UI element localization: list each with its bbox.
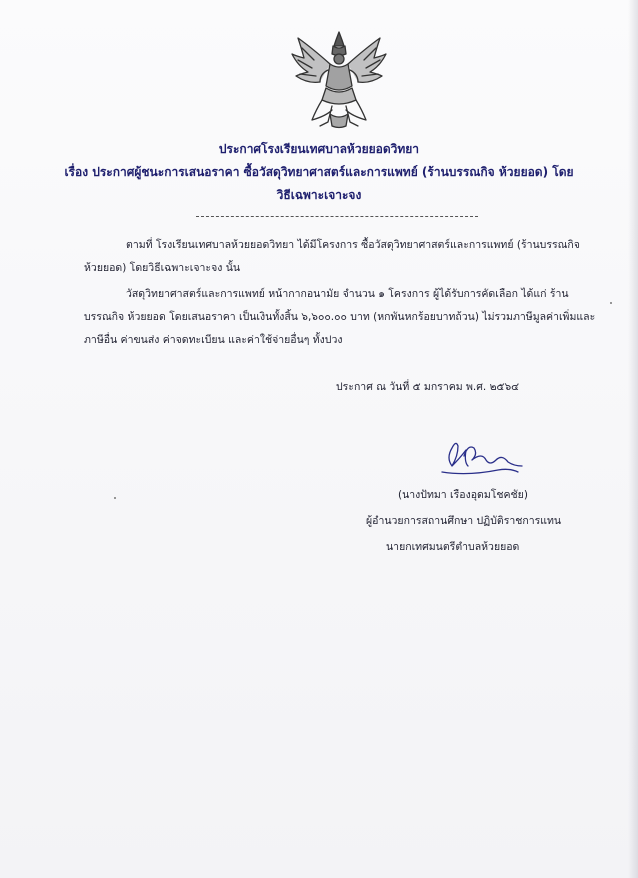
scan-speck: [610, 302, 612, 304]
garuda-emblem-icon: [290, 30, 388, 130]
paragraph2-line1: วัสดุวิทยาศาสตร์และการแพทย์ หน้ากากอนามัย จำนวน ๑ โครงการ ผู้ได้รับการคัดเลือก ได้แก่ ร้าน: [126, 288, 569, 300]
handwritten-signature: [438, 436, 524, 480]
scan-speck: [114, 497, 116, 499]
paragraph1-line1: ตามที่ โรงเรียนเทศบาลห้วยยอดวิทยา ได้มีโครงการ ซื้อวัสดุวิทยาศาสตร์และการแพทย์ (ร้านบรรณกิจ: [126, 239, 580, 251]
document-title: ประกาศโรงเรียนเทศบาลห้วยยอดวิทยา: [218, 142, 420, 156]
document-subject-continued: วิธีเฉพาะเจาะจง: [276, 188, 362, 202]
signer-name: (นางปัทมา เรืองอุดมโชคชัย): [398, 489, 528, 501]
announcement-date: ประกาศ ณ วันที่ ๕ มกราคม พ.ศ. ๒๕๖๔: [336, 381, 520, 393]
paragraph1-line2: ห้วยยอด) โดยวิธีเฉพาะเจาะจง นั้น: [84, 262, 241, 274]
signer-position-line2: นายกเทศมนตรีตำบลห้วยยอด: [386, 541, 520, 553]
paragraph2-line3: ภาษีอื่น ค่าขนส่ง ค่าจดทะเบียน และค่าใช้จ่ายอื่นๆ ทั้งปวง: [84, 334, 343, 346]
paragraph2-line2: บรรณกิจ ห้วยยอด โดยเสนอราคา เป็นเงินทั้งสิ้น ๖,๖๐๐.๐๐ บาท (หกพันหกร้อยบาทถ้วน) ไม่รวมภาษีมูลค่าเพิ่มและ: [84, 311, 596, 323]
page-edge-shadow: [628, 0, 638, 878]
signer-position-line1: ผู้อำนวยการสถานศึกษา ปฏิบัติราชการแทน: [366, 515, 562, 527]
section-divider: [196, 216, 478, 217]
document-subject: เรื่อง ประกาศผู้ชนะการเสนอราคา ซื้อวัสดุวิทยาศาสตร์และการแพทย์ (ร้านบรรณกิจ ห้วยยอด) โดย: [64, 165, 574, 179]
